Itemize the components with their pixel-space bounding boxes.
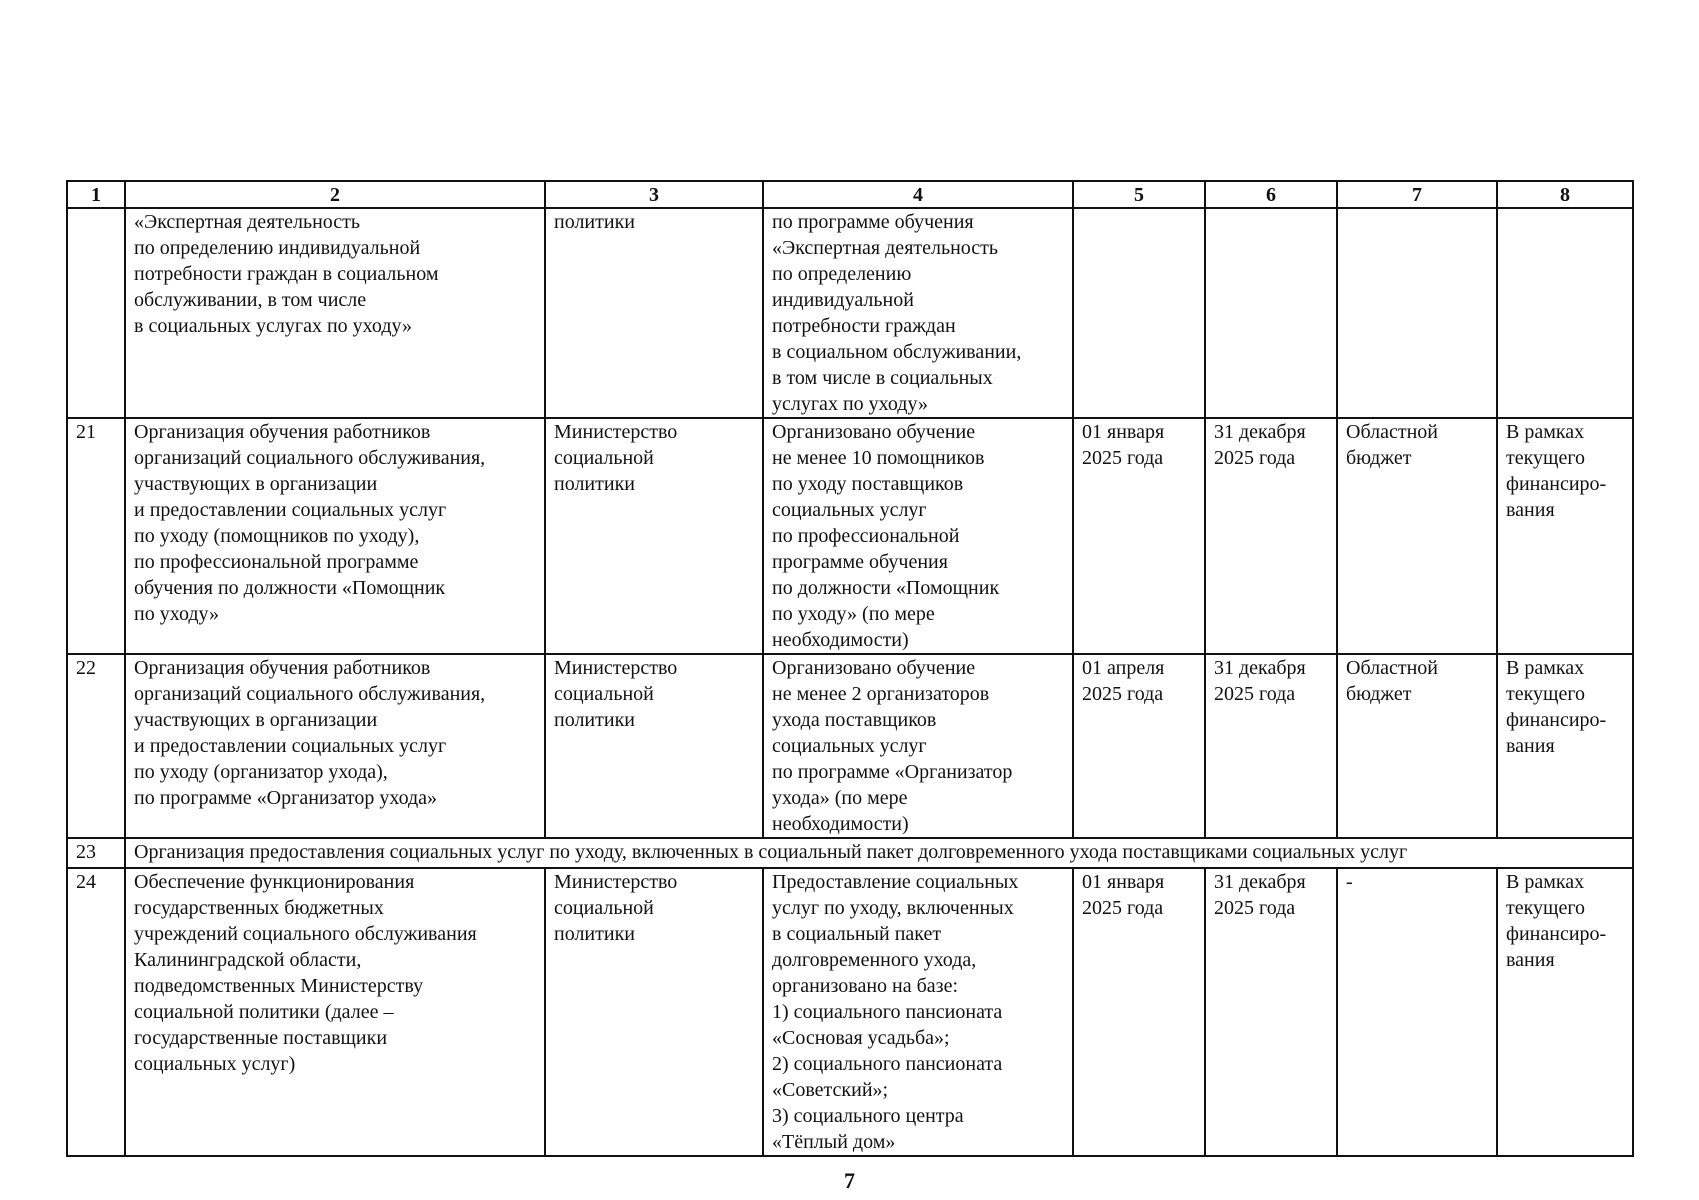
row-number-cell: 21 <box>67 418 125 654</box>
activity-name-cell: Обеспечение функционирования государственных бюджетных учреждений социального обслуживания Калининградской области, подведомственных Министерству социальной политики (далее – государственные поставщики социальных услуг) <box>125 868 545 1156</box>
executor-cell: Министерство социальной политики <box>545 654 763 838</box>
funding-source-cell: Областной бюджет <box>1337 418 1497 654</box>
start-date-cell: 01 января 2025 года <box>1073 418 1205 654</box>
result-cell: Организовано обучение не менее 10 помощников по уходу поставщиков социальных услуг по профессиональной программе обучения по должности «Помощник по уходу» (по мере необходимости) <box>763 418 1073 654</box>
row-number-cell <box>67 208 125 418</box>
result-cell: по программе обучения «Экспертная деятельность по определению индивидуальной потребности граждан в социальном обслуживании, в том числе в социальных услугах по уходу» <box>763 208 1073 418</box>
end-date-cell: 31 декабря 2025 года <box>1205 654 1337 838</box>
funding-volume-cell: В рамках текущего финансиро- вания <box>1497 654 1633 838</box>
section-title-cell: Организация предоставления социальных услуг по уходу, включенных в социальный пакет долговременного ухода поставщиками социальных услуг <box>125 838 1633 868</box>
table-row <box>67 418 1633 654</box>
result-cell: Организовано обучение не менее 2 организаторов ухода поставщиков социальных услуг по программе «Организатор ухода» (по мере необходимости) <box>763 654 1073 838</box>
column-number: 4 <box>763 181 1073 208</box>
executor-cell: Министерство социальной политики <box>545 418 763 654</box>
column-number: 2 <box>125 181 545 208</box>
column-number: 3 <box>545 181 763 208</box>
row-number-cell: 22 <box>67 654 125 838</box>
row-number-cell: 24 <box>67 868 125 1156</box>
section-row <box>67 838 1633 868</box>
column-number-row <box>67 181 1633 208</box>
start-date-cell: 01 января 2025 года <box>1073 868 1205 1156</box>
column-number: 5 <box>1073 181 1205 208</box>
end-date-cell: 31 декабря 2025 года <box>1205 868 1337 1156</box>
activity-name-cell: Организация обучения работников организаций социального обслуживания, участвующих в организации и предоставлении социальных услуг по уходу (помощников по уходу), по профессиональной программе обучения по должности «Помощник по уходу» <box>125 418 545 654</box>
table-row <box>67 868 1633 1156</box>
row-number-cell: 23 <box>67 838 125 868</box>
start-date-cell <box>1073 208 1205 418</box>
executor-cell: Министерство социальной политики <box>545 868 763 1156</box>
funding-source-cell <box>1337 208 1497 418</box>
start-date-cell: 01 апреля 2025 года <box>1073 654 1205 838</box>
end-date-cell <box>1205 208 1337 418</box>
activity-plan-table <box>66 180 1634 1157</box>
activity-name-cell: Организация обучения работников организаций социального обслуживания, участвующих в организации и предоставлении социальных услуг по уходу (организатор ухода), по программе «Организатор ухода» <box>125 654 545 838</box>
table-row <box>67 654 1633 838</box>
result-cell: Предоставление социальных услуг по уходу, включенных в социальный пакет долговременного ухода, организовано на базе: 1) социального пансионата «Сосновая усадьба»; 2) социального пансионата «Советский»; 3) социального центра «Тёплый дом» <box>763 868 1073 1156</box>
funding-source-cell: Областной бюджет <box>1337 654 1497 838</box>
executor-cell: политики <box>545 208 763 418</box>
funding-source-cell: - <box>1337 868 1497 1156</box>
column-number: 1 <box>67 181 125 208</box>
funding-volume-cell <box>1497 208 1633 418</box>
column-number: 6 <box>1205 181 1337 208</box>
end-date-cell: 31 декабря 2025 года <box>1205 418 1337 654</box>
column-number: 7 <box>1337 181 1497 208</box>
page-number: 7 <box>844 1168 855 1193</box>
column-number: 8 <box>1497 181 1633 208</box>
table-row <box>67 208 1633 418</box>
funding-volume-cell: В рамках текущего финансиро- вания <box>1497 418 1633 654</box>
funding-volume-cell: В рамках текущего финансиро- вания <box>1497 868 1633 1156</box>
activity-name-cell: «Экспертная деятельность по определению индивидуальной потребности граждан в социальном обслуживании, в том числе в социальных услугах по уходу» <box>125 208 545 418</box>
